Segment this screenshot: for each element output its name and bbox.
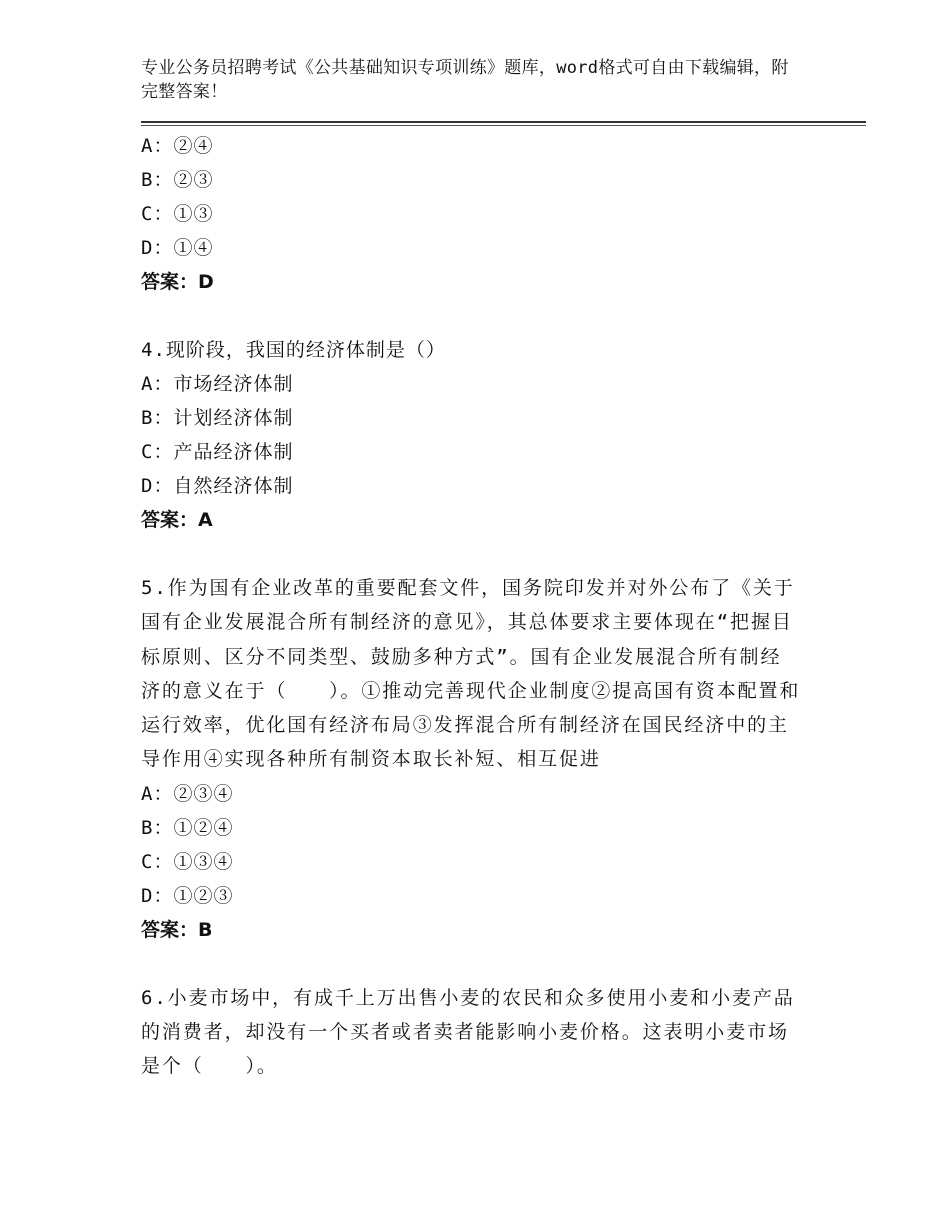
q3-option-d: D：①④ — [141, 237, 214, 259]
q3-option-c: C：①③ — [141, 203, 214, 225]
q4-option-a: A：市场经济体制 — [141, 373, 294, 395]
question-3-block — [141, 129, 801, 299]
q5-option-c: C：①③④ — [141, 850, 234, 873]
q4-option-b: B：计划经济体制 — [141, 407, 294, 429]
q3-option-a: A：②④ — [141, 135, 214, 157]
q3-answer: 答案：D — [141, 271, 214, 293]
q5-option-a: A：②③④ — [141, 782, 234, 805]
q5-answer: 答案：B — [141, 918, 213, 941]
question-5-block — [141, 571, 801, 947]
question-content — [141, 129, 801, 1084]
question-4-block — [141, 333, 801, 537]
q5-stem: 5.作为国有企业改革的重要配套文件，国务院印发并对外公布了《关于国有企业发展混合所有制经济的意见》，其总体要求主要体现在“把握目标原则、区分不同类型、鼓励多种方式”。国有企业发展混合所有制经济的意义在于（ ）。①推动完善现代企业制度②提高国有资本配置和运行效率，优化国有经济布局③发挥混合所有制经济在国民经济中的主导作用④实现各种所有制资本取长补短、相互促进 — [141, 577, 801, 771]
q5-option-d: D：①②③ — [141, 884, 234, 907]
spacer — [141, 299, 801, 333]
q3-option-b: B：②③ — [141, 169, 214, 191]
header-rule-thin — [141, 125, 866, 126]
q5-option-b: B：①②④ — [141, 816, 234, 839]
document-header: 专业公务员招聘考试《公共基础知识专项训练》题库，word格式可自由下载编辑，附完整答案！ — [141, 58, 789, 102]
spacer — [141, 537, 801, 571]
q4-option-c: C：产品经济体制 — [141, 441, 294, 463]
question-6-block — [141, 981, 801, 1084]
q6-stem: 6.小麦市场中，有成千上万出售小麦的农民和众多使用小麦和小麦产品的消费者，却没有一个买者或者卖者能影响小麦价格。这表明小麦市场是个（ ）。 — [141, 986, 795, 1078]
q4-answer: 答案：A — [141, 509, 213, 531]
q4-option-d: D：自然经济体制 — [141, 475, 294, 497]
spacer — [141, 947, 801, 981]
q4-stem: 4.现阶段，我国的经济体制是（） — [141, 339, 446, 361]
header-rule-thick — [141, 121, 866, 123]
